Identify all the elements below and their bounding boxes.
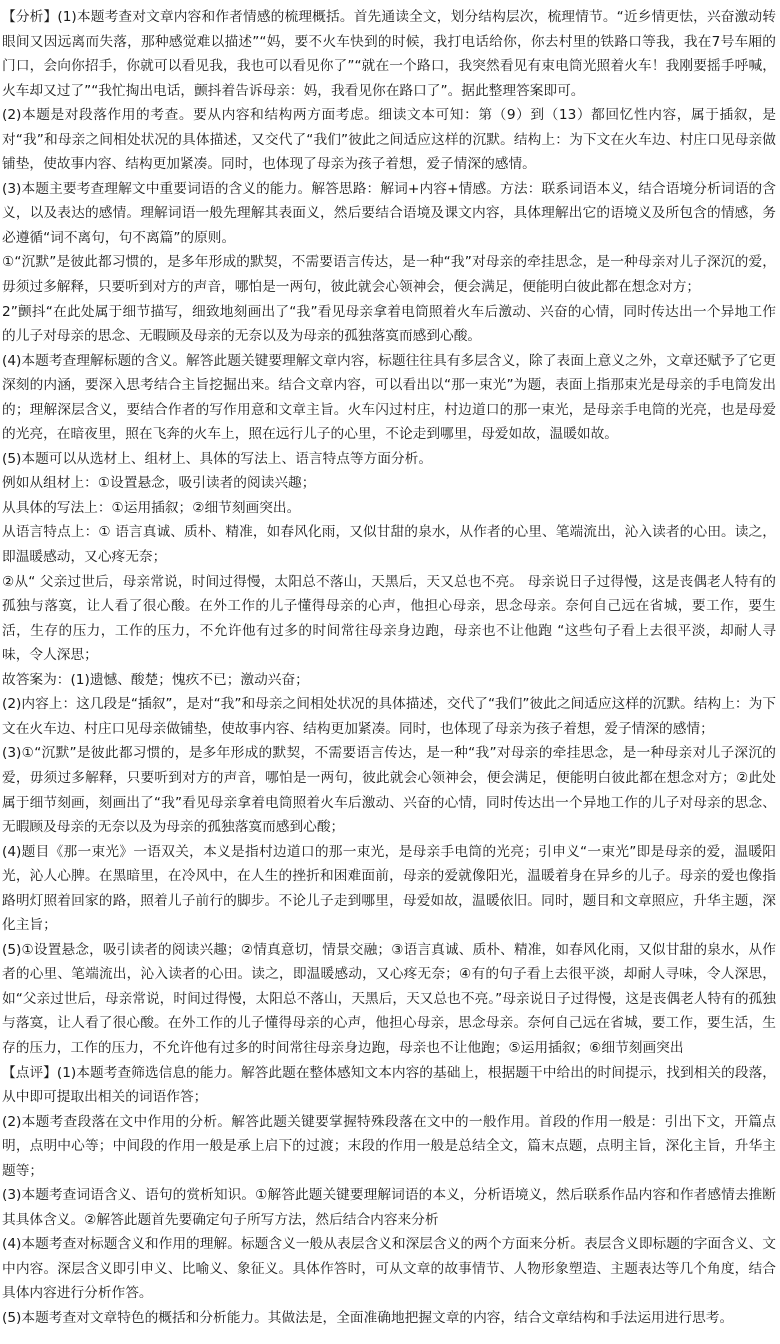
comment-paragraph-2: (2)本题考查段落在文中作用的分析。解答此题关键要掌握特殊段落在文中的一般作用。首段的作用一般是：引出下文，开篇点明，点明中心等；中间段的作用一般是承上启下的过渡；末段的作用一般是总结全文，篇末点题，点明主旨，深化主旨，升华主题等； bbox=[2, 1113, 776, 1179]
comment-paragraph-3: (3)本题考查词语含义、语句的赏析知识。①解答此题关键要理解词语的本义，分析语境义，然后联系作品内容和作者感情去推断其具体含义。②解答此题首先要确定句子所写方法，然后结合内容来分析 bbox=[2, 1187, 776, 1228]
analysis-paragraph-2: (2)本题是对段落作用的考查。要从内容和结构两方面考虑。细读文本可知：第（9）到（13）都回忆性内容，属于插叙，是对“我”和母亲之间相处状况的具体描述，又交代了“我们”彼此之间适应这样的沉默。结构上：为下文在火车边、村庄口见母亲做铺垫，使故事内容、结构更加紧凑。同时，也体现了母亲为孩子着想，爱子情深的感情。 bbox=[2, 107, 776, 173]
analysis-paragraph-6: (4)本题考查理解标题的含义。解答此题关键要理解文章内容，标题往往具有多层含义，除了表面上意义之外，文章还赋予了它更深刻的内涵，要深入思考结合主旨挖掘出来。结合文章内容，可以看出以“那一束光”为题，表面上指那束光是母亲的手电筒发出的；理解深层含义，要结合作者的写作用意和文章主旨。火车闪过村庄，村边道口的那一束光，是母亲手电筒的光亮，也是母爱的光亮，在暗夜里，照在飞奔的火车上，照在远行儿子的心里，不论走到哪里，母爱如故，温暖如故。 bbox=[2, 352, 776, 443]
comment-paragraph-4: (4)本题考查对标题含义和作用的理解。标题含义一般从表层含义和深层含义的两个方面来分析。表层含义即标题的字面含义、文中内容。深层含义即引申义、比喻义、象征义。具体作答时，可从文章的故事情节、人物形象塑造、主题表达等几个角度，结合具体内容进行分析作答。 bbox=[2, 1236, 776, 1302]
answer-paragraph-5: (5)①设置悬念，吸引读者的阅读兴趣；②情真意切，情景交融；③语言真诚、质朴、精准，如春风化雨，又似甘甜的泉水，从作者的心里、笔端流出，沁入读者的心田。读之，即温暖感动，又心疼无奈；④有的句子看上去很平淡，却耐人寻味，令人深思，如“父亲过世后，母亲常说，时间过得慢，太阳总不落山，天黑后，天又总也不亮。”母亲说日子过得慢，这是丧偶老人特有的孤独与落寞，让人看了很心酸。在外工作的儿子懂得母亲的心声，他担心母亲，思念母亲。奈何自己远在省城，要工作，要生活，生存的压力，工作的压力，不允许他有过多的时间常往母亲身边跑，母亲也不让他跑；⑤运用插叙；⑥细节刻画突出 bbox=[2, 941, 776, 1056]
analysis-paragraph-1: 【分析】(1)本题考查对文章内容和作者情感的梳理概括。首先通读全文，划分结构层次，梳理情节。“近乡情更怯，兴奋激动转眼间又因远离而失落，那种感觉难以描述”“妈，要不火车快到的时候，我打电话给你，你去村里的铁路口等我，我在7号车厢的门口，会向你招手，你就可以看见我，我也可以看见你了”“就在一个路口，我突然看见有束电筒光照着火车！我刚要摇手呼喊，火车却又过了”“我忙掏出电话，颤抖着告诉母亲：妈，我看见你在路口了”。据此整理答案即可。 bbox=[2, 9, 776, 99]
answer-paragraph-1: 故答案为：(1)遗憾、酸楚；愧疚不已；激动兴奋； bbox=[2, 671, 309, 688]
analysis-paragraph-10: 从语言特点上：① 语言真诚、质朴、精准，如春风化雨，又似甘甜的泉水，从作者的心里、笔端流出，沁入读者的心田。读之，即温暖感动，又心疼无奈； bbox=[2, 524, 776, 566]
analysis-paragraph-5: 2”颤抖“在此处属于细节描写，细致地刻画出了“我”看见母亲拿着电筒照着火车后激动、兴奋的心情，同时传达出一个异地工作的儿子对母亲的思念、无暇顾及母亲的无奈以及为母亲的孤独落寞而感到心酸。 bbox=[2, 303, 776, 345]
analysis-paragraph-11: ②从“ 父亲过世后，母亲常说，时间过得慢，太阳总不落山，天黑后，天又总也不亮。 母亲说日子过得慢，这是丧偶老人特有的孤独与落寞，让人看了很心酸。在外工作的儿子懂得母亲的心声，他担心母亲，思念母亲。奈何自己远在省城，要工作，要生活，生存的压力，工作的压力，不允许他有过多的时间常往母亲身边跑，母亲也不让他跑 “这些句子看上去很平淡，却耐人寻味，令人深思； bbox=[2, 573, 776, 664]
analysis-paragraph-8: 例如从组材上：①设置悬念，吸引读者的阅读兴趣； bbox=[2, 475, 316, 492]
answer-paragraph-2: (2)内容上：这几段是“插叙”，是对“我”和母亲之间相处状况的具体描述，交代了“我们”彼此之间适应这样的沉默。结构上：为下文在火车边、村庄口见母亲做铺垫，使故事内容、结构更加紧凑。同时，也体现了母亲为孩子着想，爱子情深的感情； bbox=[2, 696, 776, 737]
comment-paragraph-5: (5)本题考查对文章特色的概括和分析能力。其做法是，全面准确地把握文章的内容，结合文章结构和手法运用进行思考。 bbox=[2, 1309, 734, 1326]
comment-paragraph-1: 【点评】(1)本题考查筛选信息的能力。解答此题在整体感知文本内容的基础上，根据题干中给出的时间提示，找到相关的段落，从中即可提取出相关的词语作答； bbox=[2, 1064, 776, 1106]
analysis-paragraph-3: (3)本题主要考查理解文中重要词语的含义的能力。解答思路：解词+内容+情感。方法：联系词语本义，结合语境分析词语的含义，以及表达的感情。理解词语一般先理解其表面义，然后要结合语境及课文内容，具体理解出它的语境义及所包含的情感，务必遵循“词不离句，句不离篇”的原则。 bbox=[2, 180, 776, 246]
analysis-paragraph-4: ①“沉默”是彼此都习惯的，是多年形成的默契，不需要语言传达，是一种“我”对母亲的牵挂思念，是一种母亲对儿子深沉的爱，毋须过多解释，只要听到对方的声音，哪怕是一两句，彼此就会心领神会，便会满足，便能明白彼此都在想念对方； bbox=[2, 254, 776, 296]
answer-paragraph-3: (3)①“沉默”是彼此都习惯的，是多年形成的默契，不需要语言传达，是一种“我”对母亲的牵挂思念，是一种母亲对儿子深沉的爱，毋须过多解释，只要听到对方的声音，哪怕是一两句，彼此就会心领神会，便会满足，便能明白彼此都在想念对方；②此处属于细节刻画，刻画出了“我”看见母亲拿着电筒照着火车后激动、兴奋的心情，同时传达出一个异地工作的儿子对母亲的思念、无暇顾及母亲的无奈以及为母亲的孤独落寞而感到心酸； bbox=[2, 745, 776, 836]
analysis-paragraph-9: 从具体的写法上：①运用插叙；②细节刻画突出。 bbox=[2, 499, 301, 516]
answer-paragraph-4: (4)题目《那一束光》一语双关，本义是指村边道口的那一束光，是母亲手电筒的光亮；引申义“一束光”即是母亲的爱，温暖阳光，沁人心脾。在黑暗里，在冷风中，在人生的挫折和困难面前，母亲的爱就像阳光，温暖着身在异乡的儿子。母亲的爱也像指路明灯照着回家的路，照着儿子前行的脚步。不论儿子走到哪里，母爱如故，温暖依旧。同时，题目和文章照应，升华主题，深化主旨； bbox=[2, 843, 776, 934]
analysis-paragraph-7: (5)本题可以从选材上、组材上、具体的写法上、语言特点等方面分析。 bbox=[2, 450, 433, 467]
